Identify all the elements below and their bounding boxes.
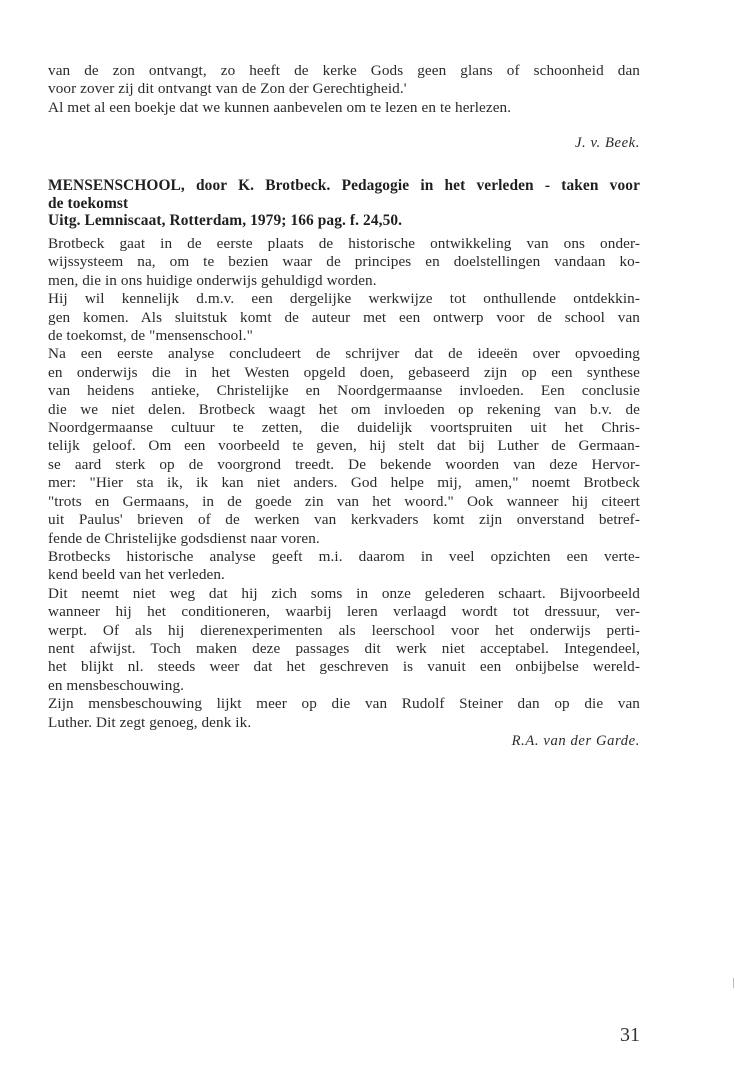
heading-line: Uitg. Lemniscaat, Rotterdam, 1979; 166 pag. f. 24,50. bbox=[48, 212, 403, 230]
heading-line: de toekomst bbox=[48, 194, 129, 212]
text-line: uit Paulus' brieven of de werken van kerkvaders komt zijn onverstand betref- bbox=[48, 511, 640, 529]
signature: R.A. van der Garde. bbox=[511, 732, 640, 749]
text-line: nent afwijst. Toch maken deze passages dit werk niet acceptabel. Integendeel, bbox=[48, 639, 640, 657]
heading-line: MENSENSCHOOL, door K. Brotbeck. Pedagogie in het verleden - taken voor bbox=[48, 177, 640, 195]
review-heading bbox=[48, 177, 640, 230]
text-line: se aard sterk op de voorgrond treedt. De bekende woorden van deze Hervor- bbox=[48, 455, 640, 473]
text-line: Zijn mensbeschouwing lijkt meer op die van Rudolf Steiner dan op die van bbox=[48, 695, 640, 713]
scan-mark bbox=[733, 978, 734, 988]
text-line: "trots en Germaans, in de goede zin van het woord." Ook wanneer hij citeert bbox=[48, 492, 640, 510]
text-line: telijk geloof. Om een voorbeeld te geven, hij stelt dat bij Luther de Germaan- bbox=[48, 437, 640, 455]
text-line: mer: "Hier sta ik, ik kan niet anders. God helpe mij, amen," noemt Brotbeck bbox=[48, 474, 640, 492]
text-line: voor zover zij dit ontvangt van de Zon der Gerechtigheid.' bbox=[48, 80, 407, 98]
text-line: Noordgermaanse cultuur te zetten, die duidelijk voortspruiten uit het Chris- bbox=[48, 419, 640, 437]
text-line: fende de Christelijke godsdienst naar voren. bbox=[48, 529, 320, 547]
signature: J. v. Beek. bbox=[574, 135, 640, 152]
text-line: Dit neemt niet weg dat hij zich soms in onze gelederen schaart. Bijvoorbeeld bbox=[48, 584, 640, 602]
text-line: en onderwijs die in het Westen opgeld doen, gebaseerd zijn op een synthese bbox=[48, 363, 640, 381]
text-line: werpt. Of als hij dierenexperimenten als leerschool voor het onderwijs perti- bbox=[48, 621, 640, 639]
text-line: wijssysteem na, om te bezien waar de principes en doelstellingen vandaan ko- bbox=[48, 253, 640, 271]
text-line: van heidens antieke, Christelijke en Noordgermaanse invloeden. Een conclusie bbox=[48, 382, 640, 400]
text-line: Al met al een boekje dat we kunnen aanbevelen om te lezen en te herlezen. bbox=[48, 98, 512, 116]
review-body bbox=[48, 235, 640, 750]
text-line: kend beeld van het verleden. bbox=[48, 566, 225, 584]
text-line: van de zon ontvangt, zo heeft de kerke Gods geen glans of schoonheid dan bbox=[48, 62, 640, 79]
page-content bbox=[48, 62, 640, 750]
page-number: 31 bbox=[620, 1024, 640, 1046]
text-line: het blijkt nl. steeds weer dat het geschreven is vanuit een onbijbelse wereld- bbox=[48, 658, 640, 676]
text-line: Luther. Dit zegt genoeg, denk ik. bbox=[48, 713, 252, 731]
text-line: de toekomst, de "mensenschool." bbox=[48, 327, 253, 345]
text-line: Na een eerste analyse concludeert de schrijver dat de ideeën over opvoeding bbox=[48, 345, 640, 363]
text-line: en mensbeschouwing. bbox=[48, 676, 185, 694]
text-line: wanneer hij het conditioneren, waarbij leren verlaagd wordt tot dressuur, ver- bbox=[48, 603, 640, 621]
text-line: Brotbecks historische analyse geeft m.i. daarom in veel opzichten een verte- bbox=[48, 547, 640, 565]
text-line: men, die in ons huidige onderwijs gehuldigd worden. bbox=[48, 271, 377, 289]
text-line: Brotbeck gaat in de eerste plaats de historische ontwikkeling van ons onder- bbox=[48, 235, 640, 252]
text-line: gen komen. Als sluitstuk komt de auteur met een ontwerp voor de school van bbox=[48, 308, 640, 326]
text-line: die we niet delen. Brotbeck waagt het om invloeden op rekening van b.v. de bbox=[48, 400, 640, 418]
previous-review-ending bbox=[48, 62, 640, 152]
text-line: Hij wil kennelijk d.m.v. een dergelijke werkwijze tot onthullende ontdekkin- bbox=[48, 290, 640, 308]
